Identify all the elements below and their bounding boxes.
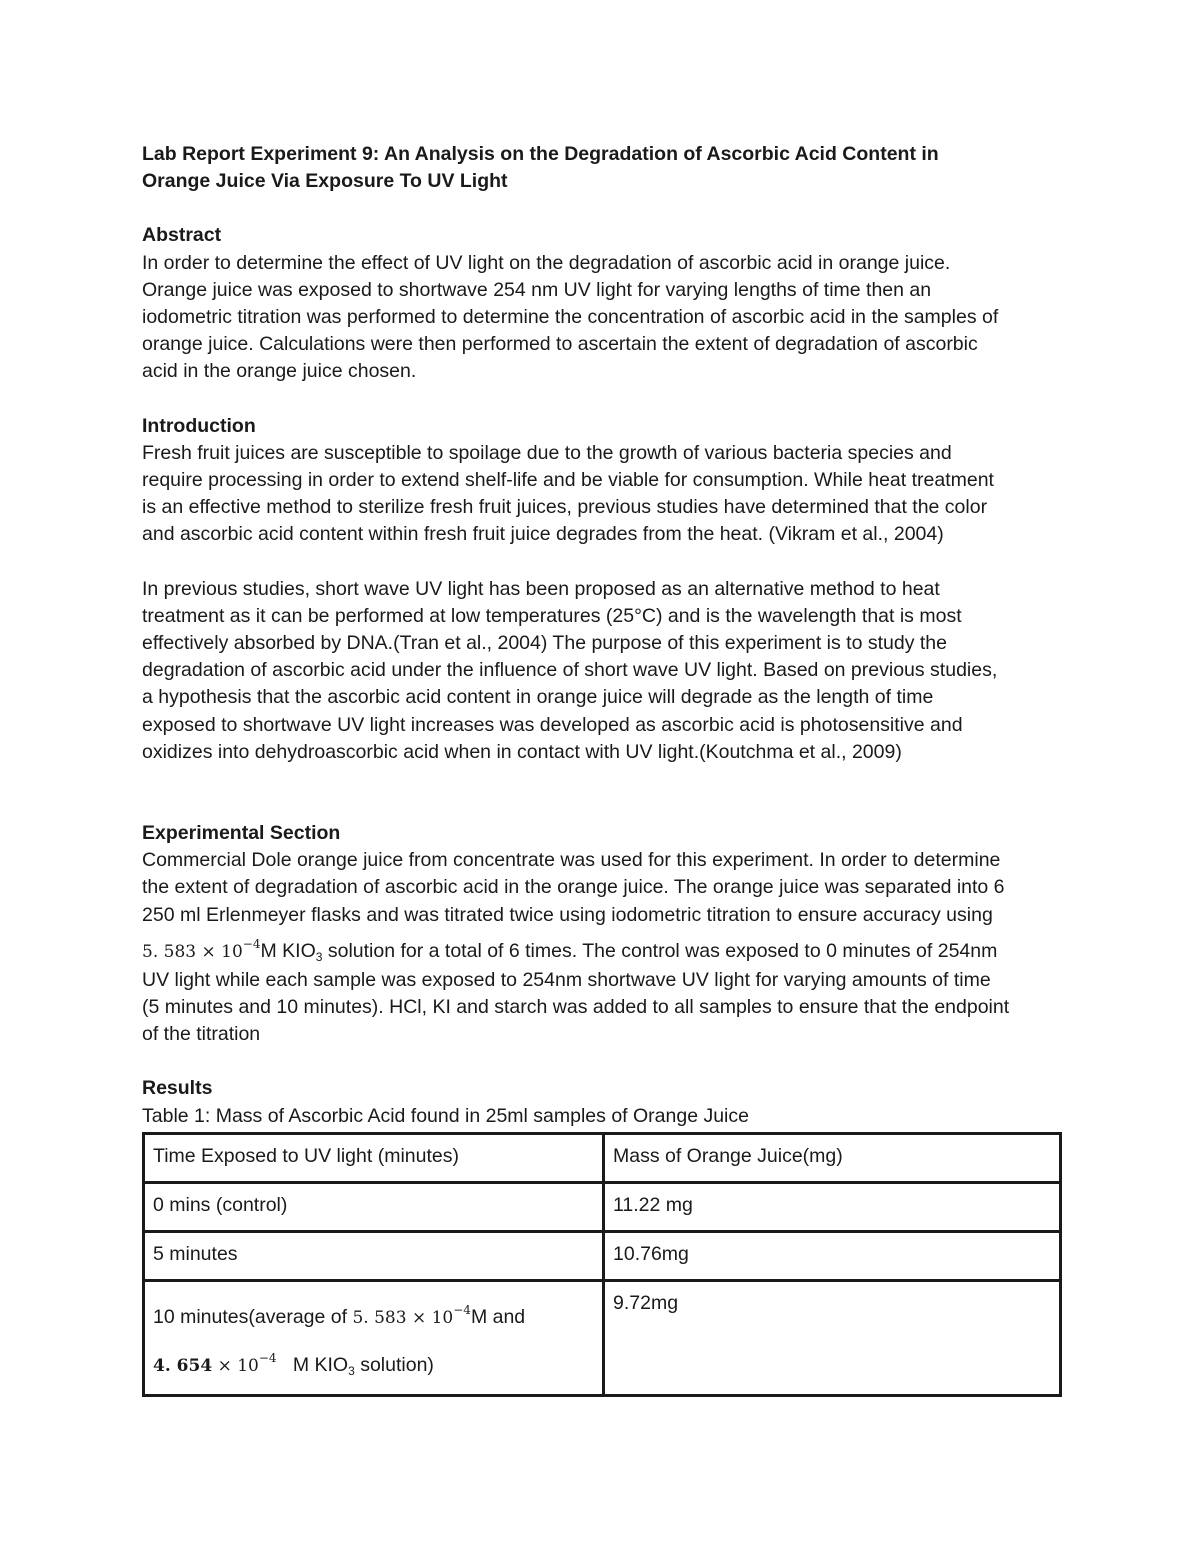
introduction-paragraph-2 bbox=[142, 576, 1062, 766]
concentration-expression: 5. $583 \times 10^{-4}$ bbox=[142, 936, 261, 962]
report-title bbox=[142, 141, 1062, 195]
abstract-line: iodometric titration was performed to determine the concentration of ascorbic acid in the samples of bbox=[142, 306, 999, 329]
intro-line: oxidizes into dehydroascorbic acid when in contact with UV light.(Koutchma et al., 2009) bbox=[142, 740, 902, 763]
experimental-line: UV light while each sample was exposed to 254nm shortwave UV light for varying amounts of time bbox=[142, 968, 991, 991]
table-row bbox=[144, 1280, 1061, 1395]
ten-base: 10 bbox=[237, 1355, 259, 1376]
experimental-heading: Experimental Section bbox=[142, 822, 341, 845]
report-title-line2: Orange Juice Via Exposure To UV Light bbox=[142, 170, 508, 193]
intro-line: exposed to shortwave UV light increases was developed as ascorbic acid is photosensitive and bbox=[142, 713, 963, 736]
introduction-heading: Introduction bbox=[142, 414, 256, 437]
abstract-body bbox=[142, 250, 1062, 386]
intro-line: effectively absorbed by DNA.(Tran et al., 2004) The purpose of this experiment is to study the bbox=[142, 632, 947, 655]
results-section bbox=[142, 1075, 1062, 1396]
experimental-body bbox=[142, 847, 1062, 1048]
exponent: −4 bbox=[258, 1350, 277, 1365]
intro-line: a hypothesis that the ascorbic acid content in orange juice will degrade as the length of time bbox=[142, 686, 934, 709]
abstract-line: In order to determine the effect of UV light on the degradation of ascorbic acid in orange juice. bbox=[142, 251, 951, 274]
abstract-line: acid in the orange juice chosen. bbox=[142, 360, 417, 383]
abstract-line: Orange juice was exposed to shortwave 254 nm UV light for varying lengths of time then an bbox=[142, 278, 932, 301]
intro-line: degradation of ascorbic acid under the influence of short wave UV light. Based on previous studies, bbox=[142, 659, 998, 682]
table-row bbox=[144, 1231, 1061, 1280]
document-page bbox=[142, 141, 1062, 1397]
table-cell: 11.22 mg bbox=[604, 1182, 1061, 1231]
experimental-section bbox=[142, 820, 1062, 1048]
experimental-line: of the titration bbox=[142, 1023, 261, 1046]
intro-line: is an effective method to sterilize fresh fruit juices, previous studies have determined that the color bbox=[142, 496, 988, 519]
table-caption: Table 1: Mass of Ascorbic Acid found in 25ml samples of Orange Juice bbox=[142, 1104, 749, 1127]
results-heading: Results bbox=[142, 1077, 213, 1100]
abstract-heading: Abstract bbox=[142, 224, 222, 247]
table-cell-ten-minutes: 10 minutes(average of 5. $583 \times 10^{-4}M$ and 4. $654 \times 10^{-4}$ M $KIO_3$ solution) bbox=[144, 1280, 604, 1395]
intro-line: Fresh fruit juices are susceptible to spoilage due to the growth of various bacteria species and bbox=[142, 441, 952, 464]
experimental-line: (5 minutes and 10 minutes). HCl, KI and starch was added to all samples to ensure that the endpoint bbox=[142, 996, 1010, 1019]
results-table bbox=[142, 1132, 1062, 1397]
table-row bbox=[144, 1182, 1061, 1231]
abstract-line: orange juice. Calculations were then performed to ascertain the extent of degradation of ascorbic bbox=[142, 333, 978, 356]
times-sign: × bbox=[217, 1355, 232, 1376]
table-cell: 9.72mg bbox=[604, 1280, 1061, 1395]
table-cell: 0 mins (control) bbox=[144, 1182, 604, 1231]
table-header-row bbox=[144, 1133, 1061, 1182]
abstract-section bbox=[142, 222, 1062, 385]
table-cell: 10.76mg bbox=[604, 1231, 1061, 1280]
intro-line: and ascorbic acid content within fresh fruit juice degrades from the heat. (Vikram et al., 2004) bbox=[142, 523, 944, 546]
intro-line: In previous studies, short wave UV light has been proposed as an alternative method to heat bbox=[142, 577, 940, 600]
experimental-line: Commercial Dole orange juice from concentrate was used for this experiment. In order to determine bbox=[142, 849, 1001, 872]
report-title-line1: Lab Report Experiment 9: An Analysis on the Degradation of Ascorbic Acid Content in bbox=[142, 143, 939, 165]
table-header-cell: Time Exposed to UV light (minutes) bbox=[144, 1133, 604, 1182]
concentration-line: 5. $583 \times 10^{-4}M$ $KIO_3$ solution for a total of 6 times. The control was exposed to 0 minutes of 254nm bbox=[142, 936, 998, 964]
table-header-cell: Mass of Orange Juice(mg) bbox=[604, 1133, 1061, 1182]
introduction-section bbox=[142, 413, 1062, 766]
intro-line: require processing in order to extend shelf-life and be viable for consumption. While heat treatment bbox=[142, 469, 994, 492]
table-cell: 5 minutes bbox=[144, 1231, 604, 1280]
experimental-line: the extent of degradation of ascorbic acid in the orange juice. The orange juice was separated into 6 bbox=[142, 876, 1005, 899]
intro-line: treatment as it can be performed at low temperatures (25°C) and is the wavelength that is most bbox=[142, 604, 962, 627]
introduction-paragraph-1 bbox=[142, 440, 1062, 549]
experimental-line: 250 ml Erlenmeyer flasks and was titrated twice using iodometric titration to ensure accuracy using bbox=[142, 903, 993, 926]
